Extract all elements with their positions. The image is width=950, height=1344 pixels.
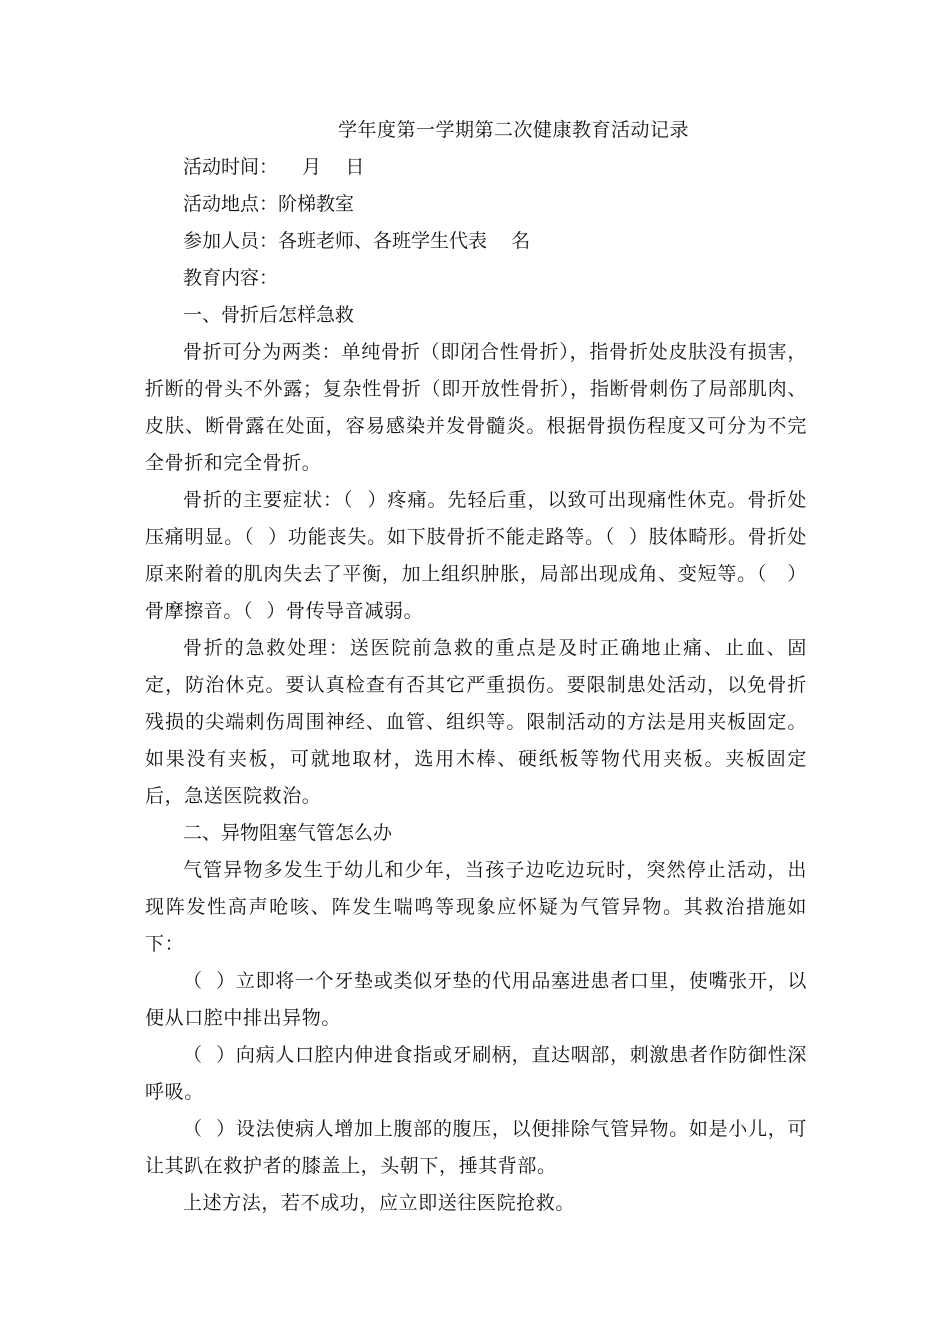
- section-heading-fracture: 一、骨折后怎样急救: [183, 304, 355, 326]
- airway-conclusion: 上述方法，若不成功，应立即送往医院抢救。: [183, 1192, 576, 1214]
- education-content-label: 教育内容：: [183, 267, 279, 289]
- airway-step-2: （ ）向病人口腔内伸进食指或牙刷柄，直达咽部，刺激患者作防御性深呼吸。: [145, 1044, 807, 1103]
- fracture-types-paragraph: 骨折可分为两类：单纯骨折（即闭合性骨折），指骨折处皮肤没有损害，折断的骨头不外露；复杂性骨折（即开放性骨折），指断骨刺伤了局部肌肉、皮肤、断骨露在处面，容易感染并发骨髓炎。根据骨损伤程度又可分为不完全骨折和完全骨折。: [145, 341, 807, 474]
- section-heading-airway: 二、异物阻塞气管怎么办: [183, 822, 393, 844]
- fracture-symptoms-paragraph: 骨折的主要症状：（ ）疼痛。先轻后重，以致可出现痛性休克。骨折处压痛明显。（ ）功能丧失。如下肢骨折不能走路等。（ ）肢体畸形。骨折处原来附着的肌肉失去了平衡，加上组织肿胀，局部出现成角、变短等。（ ）骨摩擦音。（ ）骨传导音减弱。: [145, 489, 807, 622]
- airway-intro-paragraph: 气管异物多发生于幼儿和少年，当孩子边吃边玩时，突然停止活动，出现阵发性高声呛咳、阵发生喘鸣等现象应怀疑为气管异物。其救治措施如下：: [145, 859, 807, 955]
- fracture-first-aid-paragraph: 骨折的急救处理：送医院前急救的重点是及时正确地止痛、止血、固定，防治休克。要认真检查有否其它严重损伤。要限制患处活动，以免骨折残损的尖端刺伤周围神经、血管、组织等。限制活动的方法是用夹板固定。如果没有夹板，可就地取材，选用木棒、硬纸板等物代用夹板。夹板固定后，急送医院救治。: [145, 637, 807, 807]
- document-title: 学年度第一学期第二次健康教育活动记录: [337, 119, 689, 141]
- activity-location: 活动地点：阶梯教室: [183, 193, 355, 215]
- airway-step-3: （ ）设法使病人增加上腹部的腹压，以便排除气管异物。如是小儿，可让其趴在救护者的膝盖上，头朝下，捶其背部。: [145, 1118, 807, 1177]
- activity-participants: 参加人员：各班老师、各班学生代表 名: [183, 230, 531, 252]
- airway-step-1: （ ）立即将一个牙垫或类似牙垫的代用品塞进患者口里，使嘴张开，以便从口腔中排出异物。: [145, 970, 807, 1029]
- activity-time: 活动时间： 月 日: [183, 156, 365, 178]
- document-body: [145, 112, 807, 1222]
